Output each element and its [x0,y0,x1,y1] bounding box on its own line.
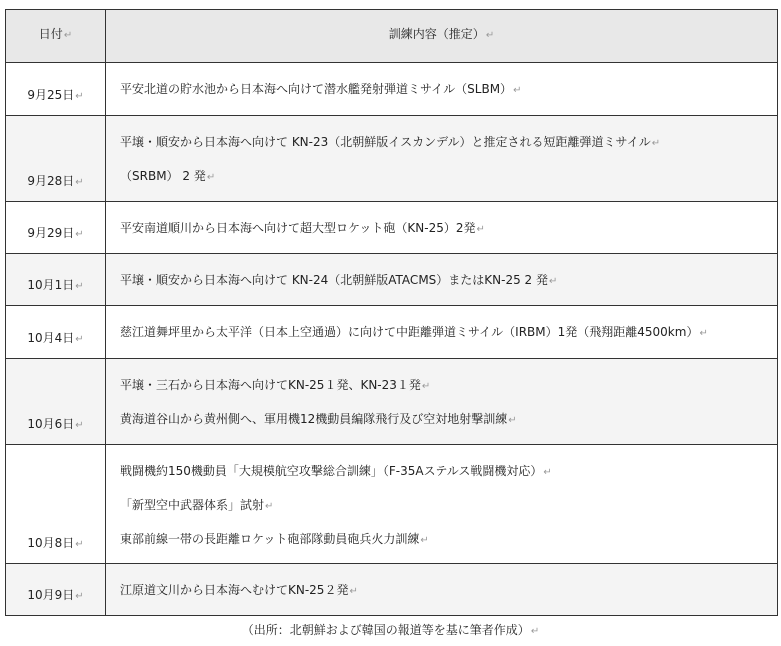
row-content [106,445,778,564]
header-content: 訓練内容（推定）↵ [106,10,778,63]
row-date: 10月4日↵ [6,306,106,359]
content-line: 平壌・順安から日本海へ向けて KN-24（北朝鮮版ATACMS）またはKN-25 2 発↵ [120,273,558,287]
row-content [106,254,778,306]
table-row [6,202,778,254]
content-line: 平安南道順川から日本海へ向けて超大型ロケット砲（KN-25）2発↵ [120,221,485,235]
content-line: 戦闘機約150機動員「大規模航空攻撃総合訓練」（F-35Aステルス戦闘機対応）↵ [120,464,552,478]
content-line: 平壌・順安から日本海へ向けて KN-23（北朝鮮版イスカンデル）と推定される短距離弾道ミサイル↵ [120,135,661,149]
table-row [6,63,778,116]
table-row [6,359,778,445]
row-date: 9月28日↵ [6,116,106,202]
content-line: （SRBM） 2 発↵ [120,169,216,183]
content-line: 東部前線一帯の長距離ロケット砲部隊動員砲兵火力訓練↵ [120,532,429,546]
source-caption: （出所：北朝鮮および韓国の報道等を基に筆者作成）↵ [241,623,540,637]
row-date: 10月9日↵ [6,564,106,616]
table-row [6,306,778,359]
table-row [6,445,778,564]
row-date: 10月1日↵ [6,254,106,306]
table-body [6,63,778,616]
row-date: 10月6日↵ [6,359,106,445]
row-content [106,116,778,202]
row-content [106,306,778,359]
content-line: 「新型空中武器体系」試射↵ [120,498,274,512]
header-date: 日付↵ [6,10,106,63]
content-line: 慈江道舞坪里から太平洋（日本上空通過）に向けて中距離弾道ミサイル（IRBM）1発（飛翔距離4500km）↵ [120,325,708,339]
row-date: 9月29日↵ [6,202,106,254]
row-content [106,359,778,445]
table-header-row [6,10,778,63]
row-date: 10月8日↵ [6,445,106,564]
table-row [6,254,778,306]
content-line: 江原道文川から日本海へむけてKN-25２発↵ [120,583,358,597]
table-row [6,564,778,616]
row-date: 9月25日↵ [6,63,106,116]
row-content [106,202,778,254]
content-line: 平壌・三石から日本海へ向けてKN-25１発、KN-23１発↵ [120,378,431,392]
row-content [106,63,778,116]
content-line: 黄海道谷山から黄州側へ、軍用機12機動員編隊飛行及び空対地射撃訓練↵ [120,412,517,426]
content-line: 平安北道の貯水池から日本海へ向けて潜水艦発射弾道ミサイル（SLBM）↵ [120,82,522,96]
table-row [6,116,778,202]
row-content [106,564,778,616]
training-table [5,9,778,616]
